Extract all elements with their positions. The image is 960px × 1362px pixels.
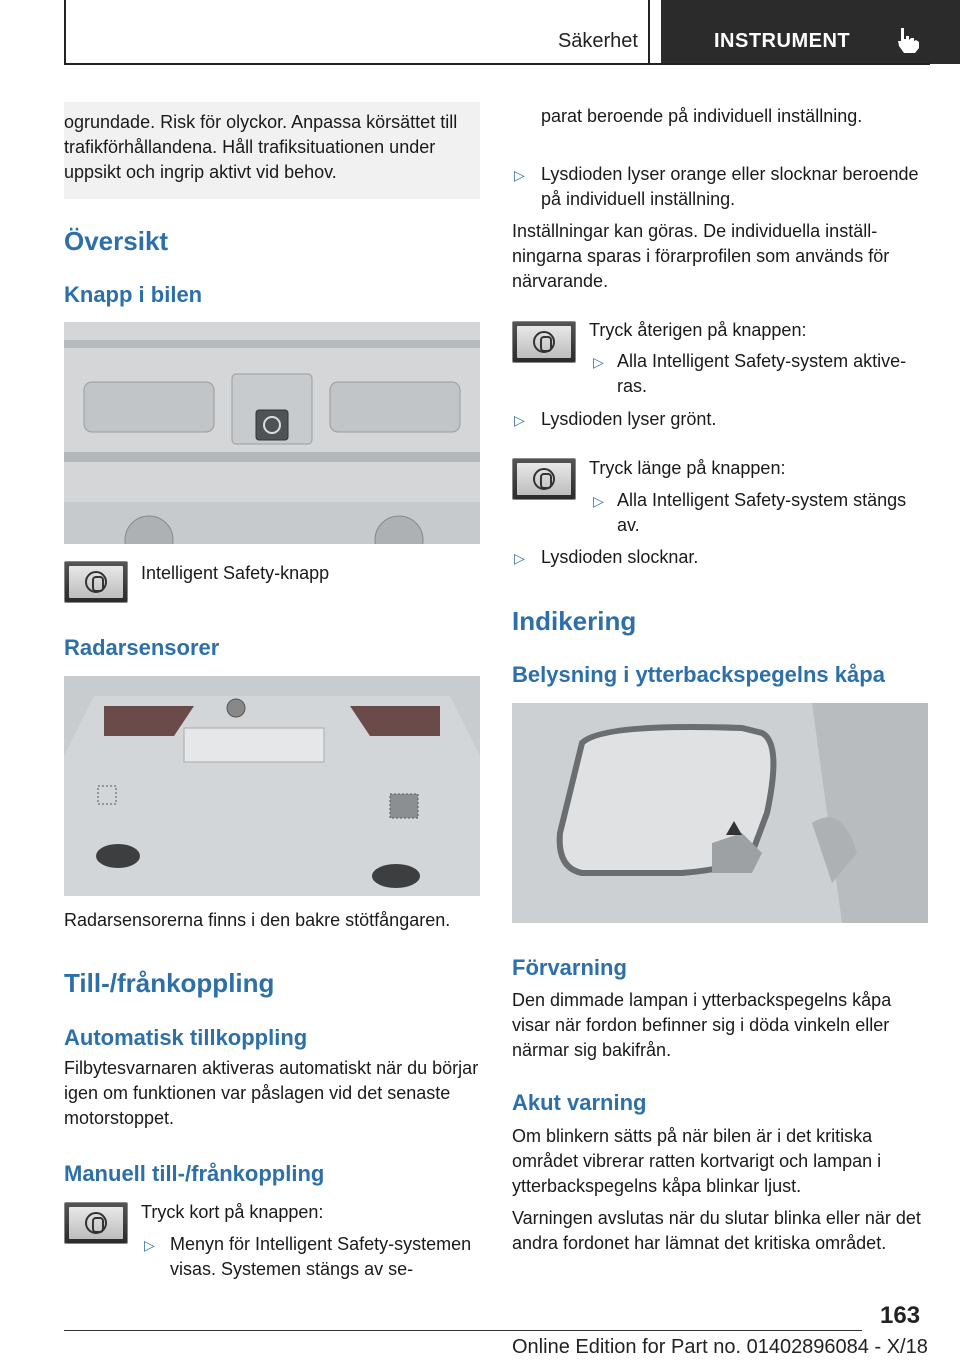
dashboard-button-photo bbox=[64, 322, 480, 544]
bullet-stangs-av: Alla Intelligent Safety-system stängs av. bbox=[617, 490, 907, 535]
header-chapter-label: INSTRUMENT bbox=[714, 30, 851, 52]
mirror-indicator-photo bbox=[512, 703, 928, 923]
footer-rule bbox=[64, 1330, 862, 1331]
bullet-triangle-icon-3: ▷ bbox=[593, 354, 604, 370]
bullet-triangle-icon: ▷ bbox=[144, 1237, 155, 1253]
caption-radar: Radarsensorerna finns i den bakre stötfångaren. bbox=[64, 910, 451, 930]
step-tryck-lange: Tryck länge på knappen: bbox=[589, 458, 786, 478]
heading-knapp-i-bilen: Knapp i bilen bbox=[64, 282, 203, 307]
safety-button-icon-3 bbox=[512, 321, 576, 363]
car-rear-radar-photo bbox=[64, 676, 480, 896]
heading-oversikt: Översikt bbox=[64, 226, 169, 256]
heading-akut-varning: Akut varning bbox=[512, 1090, 647, 1115]
safety-button-icon bbox=[64, 561, 128, 603]
left-column bbox=[64, 102, 480, 199]
header-section-label: Säkerhet bbox=[557, 30, 638, 52]
heading-indikering: Indikering bbox=[512, 606, 637, 636]
car-rear-illustration bbox=[64, 676, 480, 896]
header-chapter-tab bbox=[661, 0, 960, 64]
caption-safety-button: Intelligent Safety-knapp bbox=[141, 563, 330, 583]
mirror-illustration bbox=[512, 703, 928, 923]
step-tryck-aterigen: Tryck återigen på knappen: bbox=[589, 320, 807, 340]
bullet-lyser-gront: Lysdioden lyser grönt. bbox=[541, 409, 717, 429]
bullet-triangle-icon-6: ▷ bbox=[514, 550, 525, 566]
heading-manuell: Manuell till-/frånkoppling bbox=[64, 1161, 325, 1186]
bullet-triangle-icon-2: ▷ bbox=[514, 167, 525, 183]
safety-button-icon-4 bbox=[512, 458, 576, 500]
bullet-menyn: Menyn för Intelligent Safety-systemen visas. Systemen stängs av se- bbox=[170, 1234, 472, 1279]
warning-note-text: ogrundade. Risk för olyckor. Anpassa körsättet till trafikförhållandena. Håll trafiksituationen under uppsikt och ingrip aktivt vid behov. bbox=[64, 112, 458, 182]
footer-edition: Online Edition for Part no. 01402896084 - X/18 bbox=[512, 1336, 928, 1358]
bullet-aktiveras: Alla Intelligent Safety-system aktiveras. bbox=[617, 351, 907, 396]
heading-radarsensorer: Radarsensorer bbox=[64, 635, 220, 660]
heading-till-frankoppling: Till-/frånkoppling bbox=[64, 968, 275, 998]
bullet-slocknar: Lysdioden slocknar. bbox=[541, 547, 699, 567]
header-rule bbox=[64, 63, 930, 65]
text-akut: Om blinkern sätts på när bilen är i det kritiska området vibrerar ratten kortvarigt och lampan i ytterbackspegelns kåpa blinkar ljust. bbox=[512, 1126, 882, 1196]
header-section-tab bbox=[64, 0, 650, 64]
text-automatisk: Filbytesvarnaren aktiveras automatiskt när du börjar igen om funktionen var påslagen vid det senaste motorstoppet. bbox=[64, 1058, 479, 1128]
text-akut-2: Varningen avslutas när du slutar blinka eller när det andra fordonet har lämnat det kritiska området. bbox=[512, 1208, 921, 1253]
bullet-triangle-icon-4: ▷ bbox=[514, 412, 525, 428]
bullet-triangle-icon-5: ▷ bbox=[593, 493, 604, 509]
page-number: 163 bbox=[880, 1302, 921, 1329]
safety-button-icon-2 bbox=[64, 1202, 128, 1244]
step-tryck-kort: Tryck kort på knappen: bbox=[141, 1202, 324, 1222]
warning-note-box bbox=[64, 102, 480, 199]
heading-belysning: Belysning i ytterbackspegelns kåpa bbox=[512, 662, 885, 687]
bullet-lysdioden-orange: Lysdioden lyser orange eller slocknar beroende på individuell inställning. bbox=[541, 164, 919, 209]
heading-forvarning: Förvarning bbox=[512, 955, 627, 980]
text-forvarning: Den dimmade lampan i ytterbackspegelns kåpa visar när fordon befinner sig i döda vinkeln eller närmar sig bakifrån. bbox=[512, 990, 892, 1060]
pointing-hand-icon bbox=[895, 26, 921, 54]
text-parat-continuation: parat beroende på individuell inställning. bbox=[541, 106, 863, 126]
heading-automatisk-tillkoppling: Automatisk tillkoppling bbox=[64, 1025, 308, 1050]
text-installningar: Inställningar kan göras. De individuella inställningarna sparas i förarprofilen som används för närvarande. bbox=[512, 221, 890, 291]
dashboard-illustration bbox=[64, 322, 480, 544]
